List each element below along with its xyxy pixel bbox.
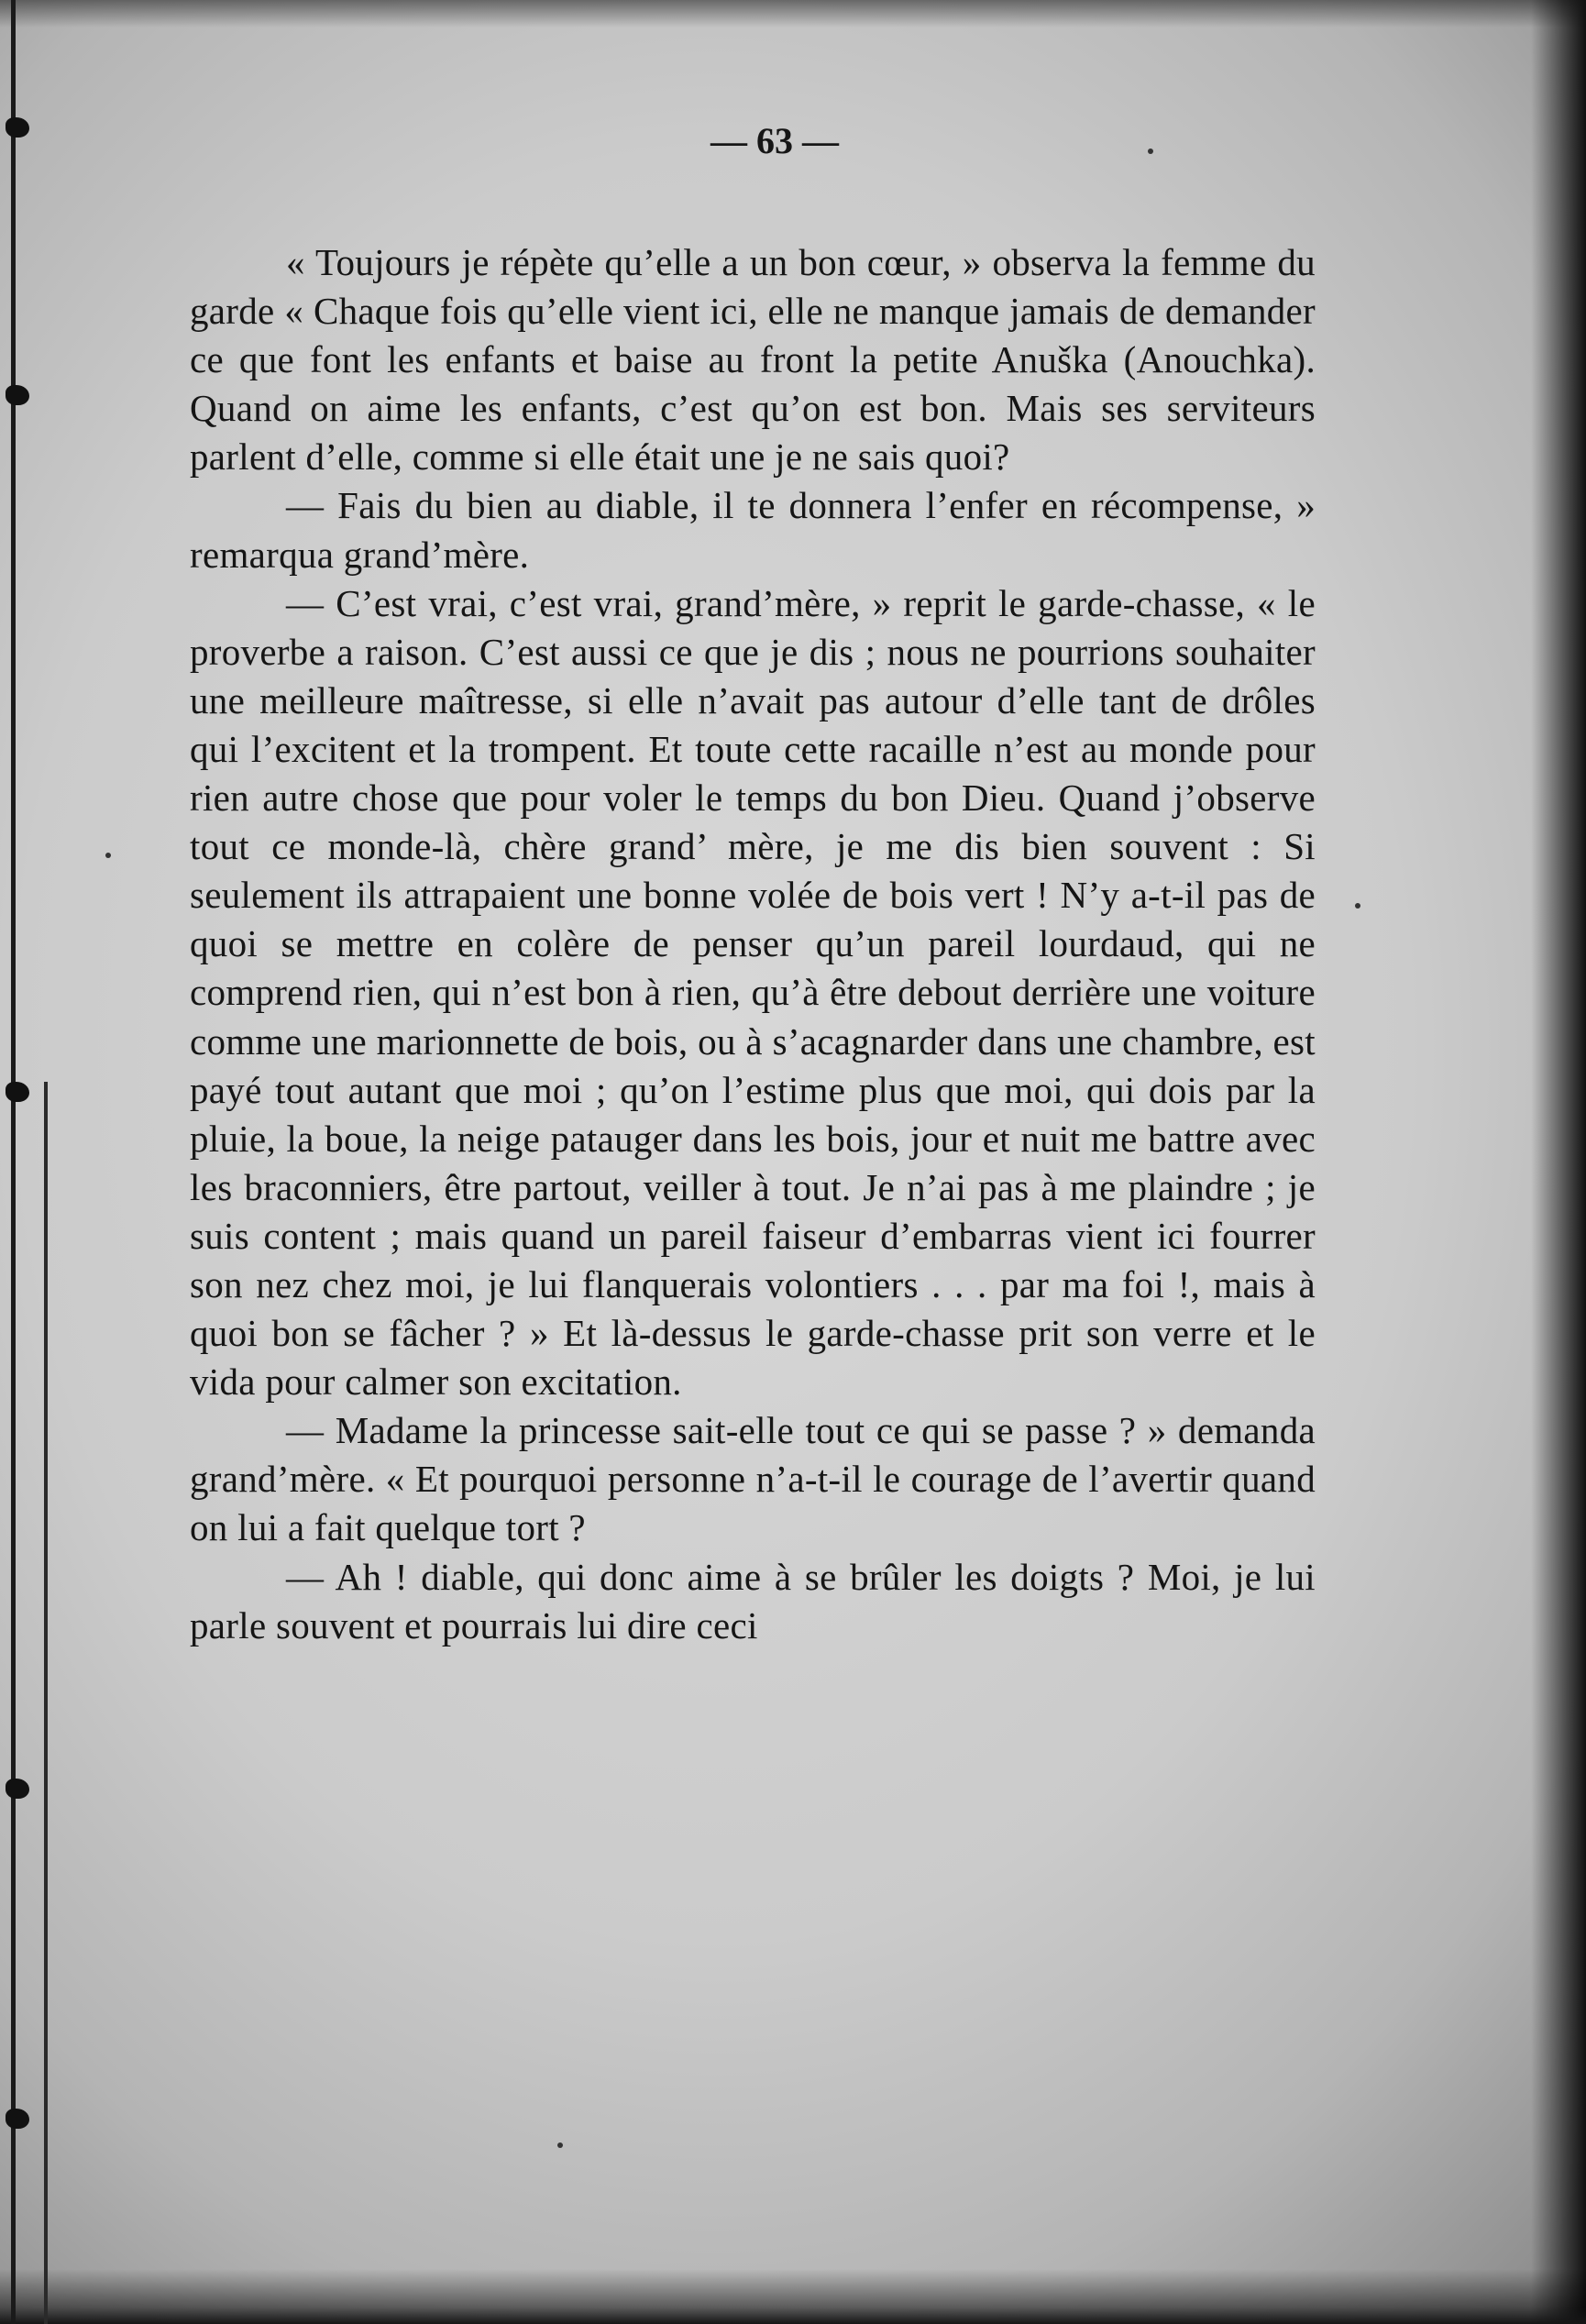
page-number: — 63 — — [710, 120, 839, 161]
dust-speck — [557, 2142, 563, 2148]
paragraph: « Toujours je répète qu’elle a un bon cœur, » observa la femme du garde « Chaque fois qu’elle vient ici, elle ne manque jamais de demander ce que font les enfants et baise au front la petite Anuška (Anouchka). Quand on aime les enfants, c’est qu’on est bon. Mais ses serviteurs parlent d’elle, comme si elle était une je ne sais quoi? — [190, 241, 1316, 479]
binding-thread-mark — [6, 1779, 29, 1799]
dust-speck — [105, 853, 111, 858]
scan-shadow-top — [0, 0, 1586, 28]
paragraph: — Madame la princesse sait-elle tout ce qui se passe ? » demanda grand’mère. « Et pourquoi personne n’a-t-il le courage de l’avertir quand on lui a fait quelque tort ? — [190, 1409, 1316, 1549]
body-text — [190, 238, 1316, 1650]
binding-inner-line — [44, 1082, 48, 2324]
scan-shadow-right — [1531, 0, 1586, 2324]
scan-shadow-bottom — [0, 2269, 1586, 2324]
binding-edge-line — [11, 0, 16, 2324]
binding-thread-mark — [6, 1082, 29, 1102]
paragraph: — Ah ! diable, qui donc aime à se brûler les doigts ? Moi, je lui parle souvent et pourrais lui dire ceci — [190, 1555, 1316, 1647]
binding-thread-mark — [6, 2109, 29, 2129]
paragraph: — C’est vrai, c’est vrai, grand’mère, » reprit le garde-chasse, « le proverbe a raison. C’est aussi ce que je dis ; nous ne pourrions souhaiter une meilleure maîtresse, si elle n’avait pas autour d’elle tant de drôles qui l’excitent et la trompent. Et toute cette racaille n’est au monde pour rien autre chose que pour voler le temps du bon Dieu. Quand j’observe tout ce monde-là, chère grand’ mère, je me dis bien souvent : Si seulement ils attrapaient une bonne volée de bois vert ! N’y a-t-il pas de quoi se mettre en colère de penser qu’un pareil lourdaud, qui ne comprend rien, qui n’est bon à rien, qu’à être debout derrière une voiture comme une marionnette de bois, ou à s’acagnarder dans une chambre, est payé tout autant que moi ; qu’on l’estime plus que moi, qui dois par la pluie, la boue, la neige patauger dans les bois, jour et nuit me battre avec les braconniers, être partout, veiller à tout. Je n’ai pas à me plaindre ; je suis content ; mais quand un pareil faiseur d’embarras vient ici fourrer son nez chez moi, je lui flanquerais volontiers . . . par ma foi !, mais à quoi bon se fâcher ? » Et là-dessus le garde-chasse prit son verre et le vida pour calmer son excitation. — [190, 581, 1316, 1404]
dust-speck — [1355, 903, 1360, 909]
binding-thread-mark — [6, 385, 29, 405]
paragraph: — Fais du bien au diable, il te donnera l’enfer en récompense, » remarqua grand’mère. — [190, 484, 1316, 576]
